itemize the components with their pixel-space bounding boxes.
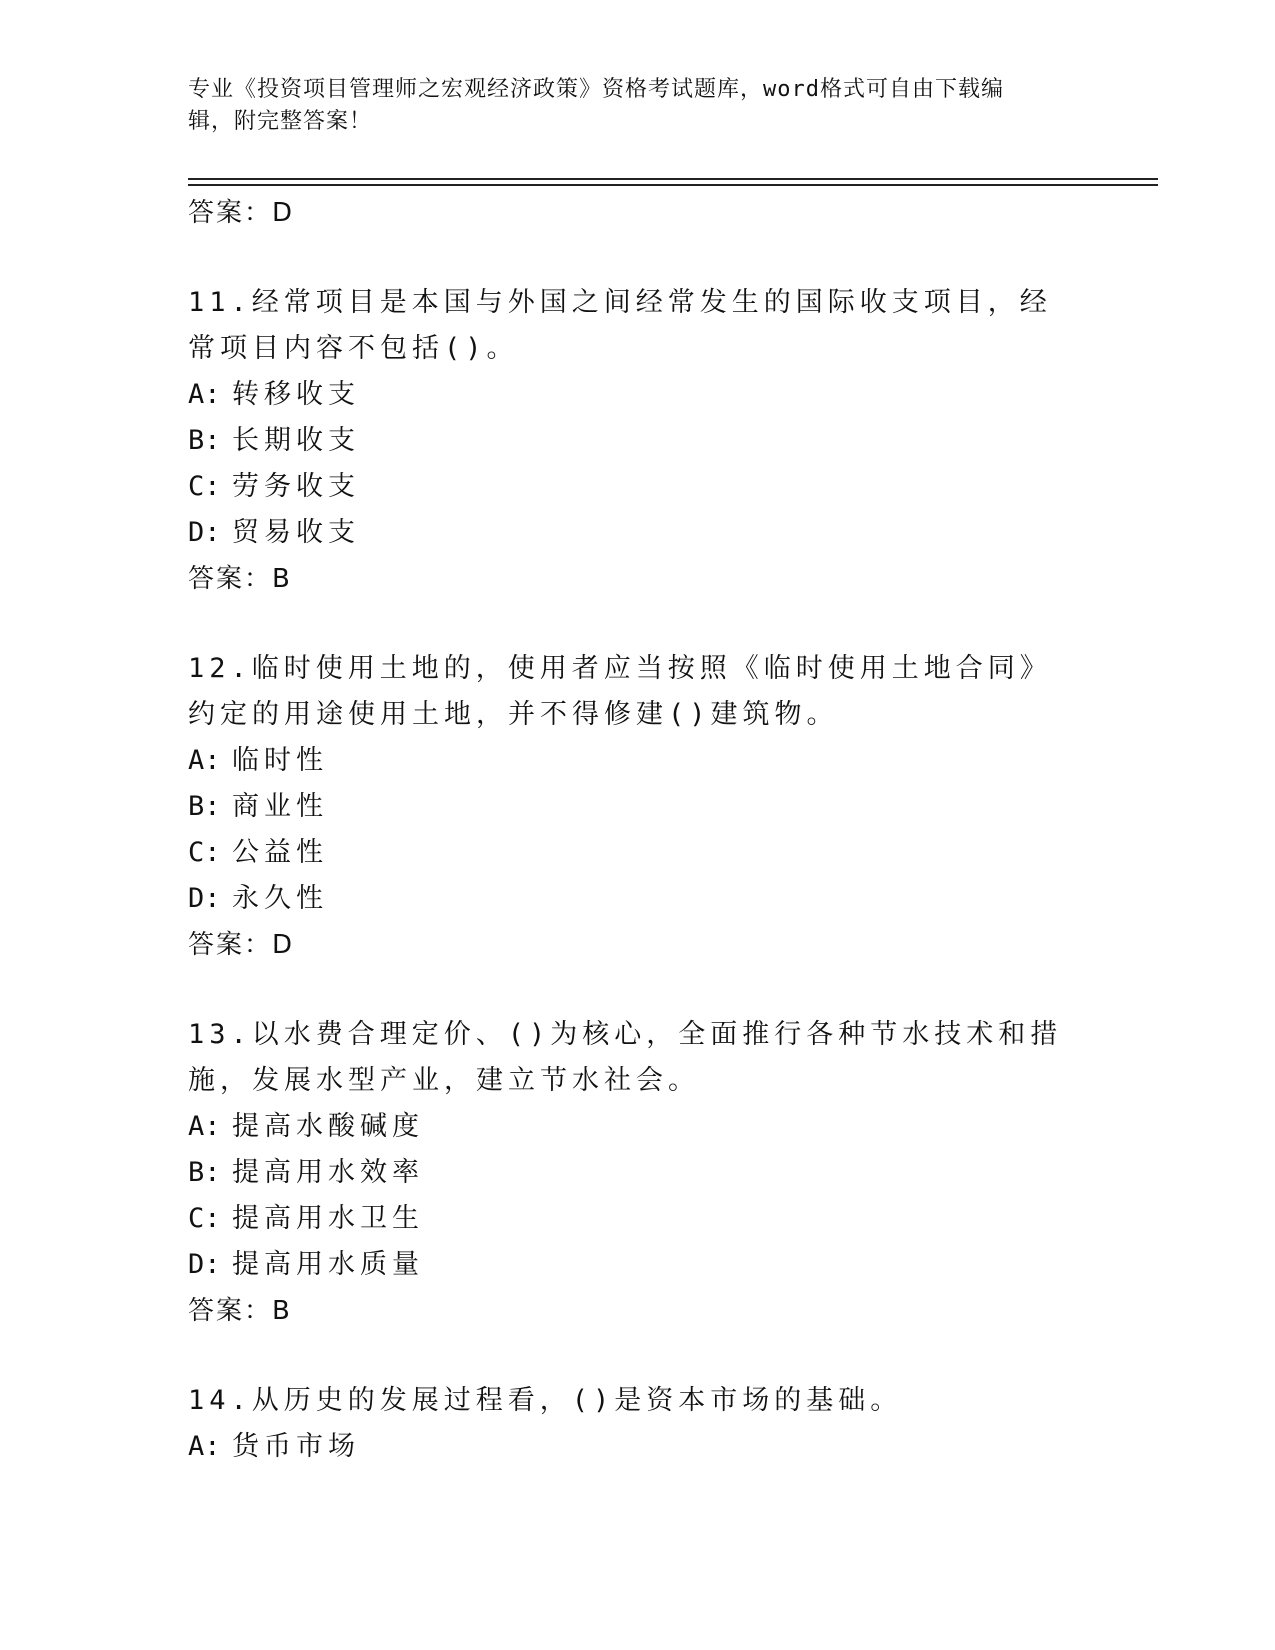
option-key: D: [188, 1249, 221, 1280]
option-text: 提高水酸碱度 [232, 1111, 424, 1142]
option-a [188, 1424, 1088, 1470]
answer-line: 答案：D [188, 930, 295, 960]
option-text: 临时性 [232, 745, 328, 776]
option-key: D: [188, 517, 221, 548]
option-d [188, 510, 1088, 556]
option-text: 货币市场 [232, 1431, 360, 1462]
option-text: 商业性 [232, 791, 328, 822]
option-text: 劳务收支 [232, 471, 360, 502]
option-key: A: [188, 745, 221, 776]
option-d [188, 1242, 1088, 1288]
option-key: C: [188, 837, 221, 868]
option-text: 公益性 [232, 837, 328, 868]
option-key: D: [188, 883, 221, 914]
option-c [188, 830, 1088, 876]
option-key: C: [188, 471, 221, 502]
header-line-1: 专业《投资项目管理师之宏观经济政策》资格考试题库，word格式可自由下载编 [188, 77, 1004, 102]
question-block [188, 280, 1088, 602]
option-text: 提高用水效率 [232, 1157, 424, 1188]
option-text: 贸易收支 [232, 517, 360, 548]
question-stem: 11.经常项目是本国与外国之间经常发生的国际收支项目，经常项目内容不包括()。 [188, 287, 1052, 364]
option-c [188, 464, 1088, 510]
option-text: 转移收支 [232, 379, 360, 410]
option-a [188, 372, 1088, 418]
question-stem: 14.从历史的发展过程看，()是资本市场的基础。 [188, 1385, 903, 1416]
option-text: 长期收支 [232, 425, 360, 456]
answer-line: 答案：D [188, 198, 295, 228]
option-c [188, 1196, 1088, 1242]
option-b [188, 784, 1088, 830]
header-divider-bottom [188, 184, 1158, 186]
option-key: A: [188, 1111, 221, 1142]
option-d [188, 876, 1088, 922]
option-key: B: [188, 791, 221, 822]
header-line-2: 辑，附完整答案！ [188, 109, 373, 134]
option-key: A: [188, 379, 221, 410]
option-key: B: [188, 425, 221, 456]
option-b [188, 1150, 1088, 1196]
header-divider-top [188, 178, 1158, 180]
option-a [188, 738, 1088, 784]
question-stem: 13.以水费合理定价、()为核心，全面推行各种节水技术和措施，发展水型产业，建立节水社会。 [188, 1019, 1063, 1096]
answer-line: 答案：B [188, 1296, 292, 1326]
option-text: 提高用水卫生 [232, 1203, 424, 1234]
question-list [188, 190, 1088, 1470]
question-block [188, 1378, 1088, 1470]
option-text: 提高用水质量 [232, 1249, 424, 1280]
option-key: B: [188, 1157, 221, 1188]
option-a [188, 1104, 1088, 1150]
question-stem: 12.临时使用土地的，使用者应当按照《临时使用土地合同》约定的用途使用土地，并不得修建()建筑物。 [188, 653, 1052, 730]
answer-line: 答案：B [188, 564, 292, 594]
question-block [188, 646, 1088, 968]
document-header [188, 74, 1068, 138]
option-key: A: [188, 1431, 221, 1462]
option-text: 永久性 [232, 883, 328, 914]
question-block [188, 1012, 1088, 1334]
option-b [188, 418, 1088, 464]
option-key: C: [188, 1203, 221, 1234]
